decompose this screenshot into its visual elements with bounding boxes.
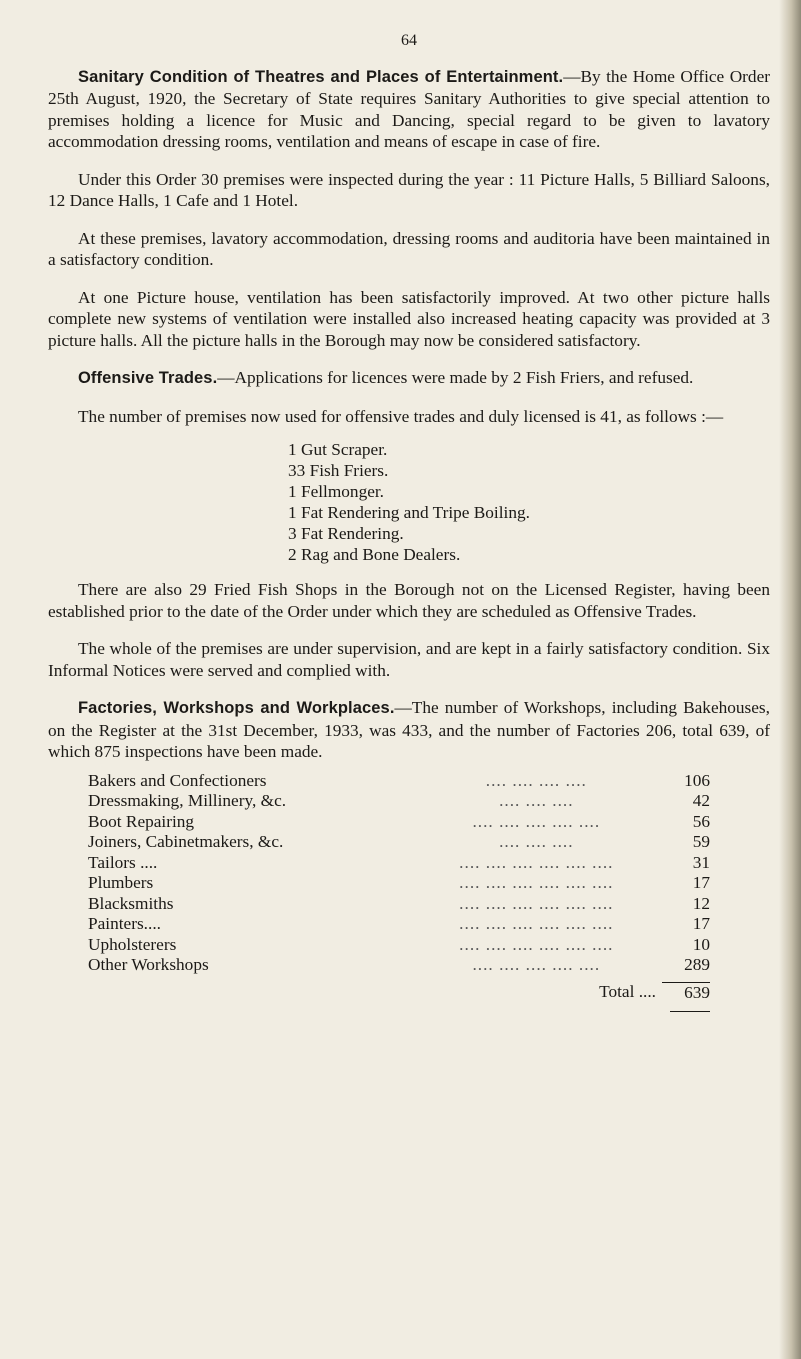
row-leader: .... .... .... .... .... .... [459,852,614,872]
row-value: 289 [684,955,710,974]
offensive-para3: There are also 29 Fried Fish Shops in the Borough not on the Licensed Register, having been established prior to the date of the Order under which they are scheduled as Offensive Trades. [48,580,770,621]
row-label: Boot Repairing [88,811,195,831]
table-row [88,791,710,812]
row-label: Plumbers [88,873,154,892]
theatres-para2: Under this Order 30 premises were inspected during the year : 11 Picture Halls, 5 Billiard Saloons, 12 Dance Halls, 1 Cafe and 1 Hotel. [48,169,770,210]
list-item: 3 Fat Rendering. [288,524,404,543]
table-row [88,894,710,915]
row-leader: .... .... .... [499,832,574,851]
total-row [88,982,710,1003]
list-item: 1 Fat Rendering and Tripe Boiling. [288,503,530,522]
row-leader: .... .... .... .... .... .... [459,914,614,933]
row-value: 106 [684,770,710,790]
offensive-intro: —Applications for licences were made by 2 Fish Friers, and refused. [217,368,694,387]
table-row [88,853,710,874]
row-leader: .... .... .... .... .... [472,955,601,974]
table-row [88,771,710,792]
offensive-para4: The whole of the premises are under supervision, and are kept in a fairly satisfactory condition. Six Informal Notices were served and complied with. [48,639,770,680]
row-label: Other Workshops [88,955,209,974]
workshops-table [88,771,710,1013]
row-label: Joiners, Cabinetmakers, &c. [88,832,284,851]
table-row [88,914,710,935]
row-value: 17 [692,873,710,892]
row-label: Blacksmiths [88,893,174,913]
row-leader: .... .... .... .... .... .... [459,934,614,954]
theatres-para3: At these premises, lavatory accommodation, dressing rooms and auditoria have been maintained in a satisfactory condition. [48,228,770,269]
row-label: Bakers and Confectioners [88,770,267,790]
total-rule-row [88,1003,710,1012]
list-item: 1 Gut Scraper. [288,440,388,459]
theatres-paragraph [48,66,770,153]
table-row [88,873,710,894]
row-label: Dressmaking, Millinery, &c. [88,791,287,810]
row-label: Tailors .... [88,852,158,872]
row-value: 42 [692,791,710,810]
row-value: 10 [692,934,710,954]
page-number: 64 [401,32,417,49]
list-item: 1 Fellmonger. [288,482,384,501]
offensive-paragraph [48,367,770,390]
table-row [88,955,710,976]
table-row [88,935,710,956]
row-value: 56 [692,811,710,831]
table-row [88,812,710,833]
row-leader: .... .... .... .... .... [472,811,601,831]
row-leader: .... .... .... .... [485,770,587,790]
theatres-intro: —By the Home Office Order 25th August, 1920, the Secretary of State requires Sanitary Authorities to give special attention to premises holding a licence for Music and Dancing, special regard to be given to lavatory accommodation dressing rooms, ventilation and means of escape in case of fire. [48,66,770,151]
row-label: Upholsterers [88,934,177,954]
row-label: Painters.... [88,914,161,933]
row-value: 59 [692,832,710,851]
factories-heading: Factories, Workshops and Workplaces. [78,699,395,717]
row-value: 17 [692,914,710,933]
offensive-para2: The number of premises now used for offensive trades and duly licensed is 41, as follows :— [78,406,724,426]
page-edge-shadow [779,0,801,1359]
table-row [88,832,710,853]
list-item: 33 Fish Friers. [288,461,389,480]
total-underline [670,1011,710,1012]
factories-paragraph [48,697,770,763]
list-item: 2 Rag and Bone Dealers. [288,545,461,564]
total-value: 639 [684,982,710,1002]
row-leader: .... .... .... [499,791,574,810]
offensive-heading: Offensive Trades. [78,369,218,387]
row-value: 12 [692,893,710,913]
offensive-trades-list [288,439,770,565]
document-page [48,30,770,1012]
row-leader: .... .... .... .... .... .... [459,873,614,892]
total-label: Total .... [599,982,656,1002]
theatres-heading: Sanitary Condition of Theatres and Places of Entertainment. [78,67,564,86]
theatres-para4: At one Picture house, ventilation has been satisfactorily improved. At two other picture halls complete new systems of ventilation were installed also increased heating capacity was provided at 3 picture halls. All the picture halls in the Borough may now be considered satisfactory. [48,287,770,350]
factories-intro: —The number of Workshops, including Bakehouses, on the Register at the 31st December, 1933, was 433, and the number of Factories 206, total 639, of which 875 inspections have been made. [48,698,770,761]
row-leader: .... .... .... .... .... .... [459,893,614,913]
row-value: 31 [692,852,710,872]
